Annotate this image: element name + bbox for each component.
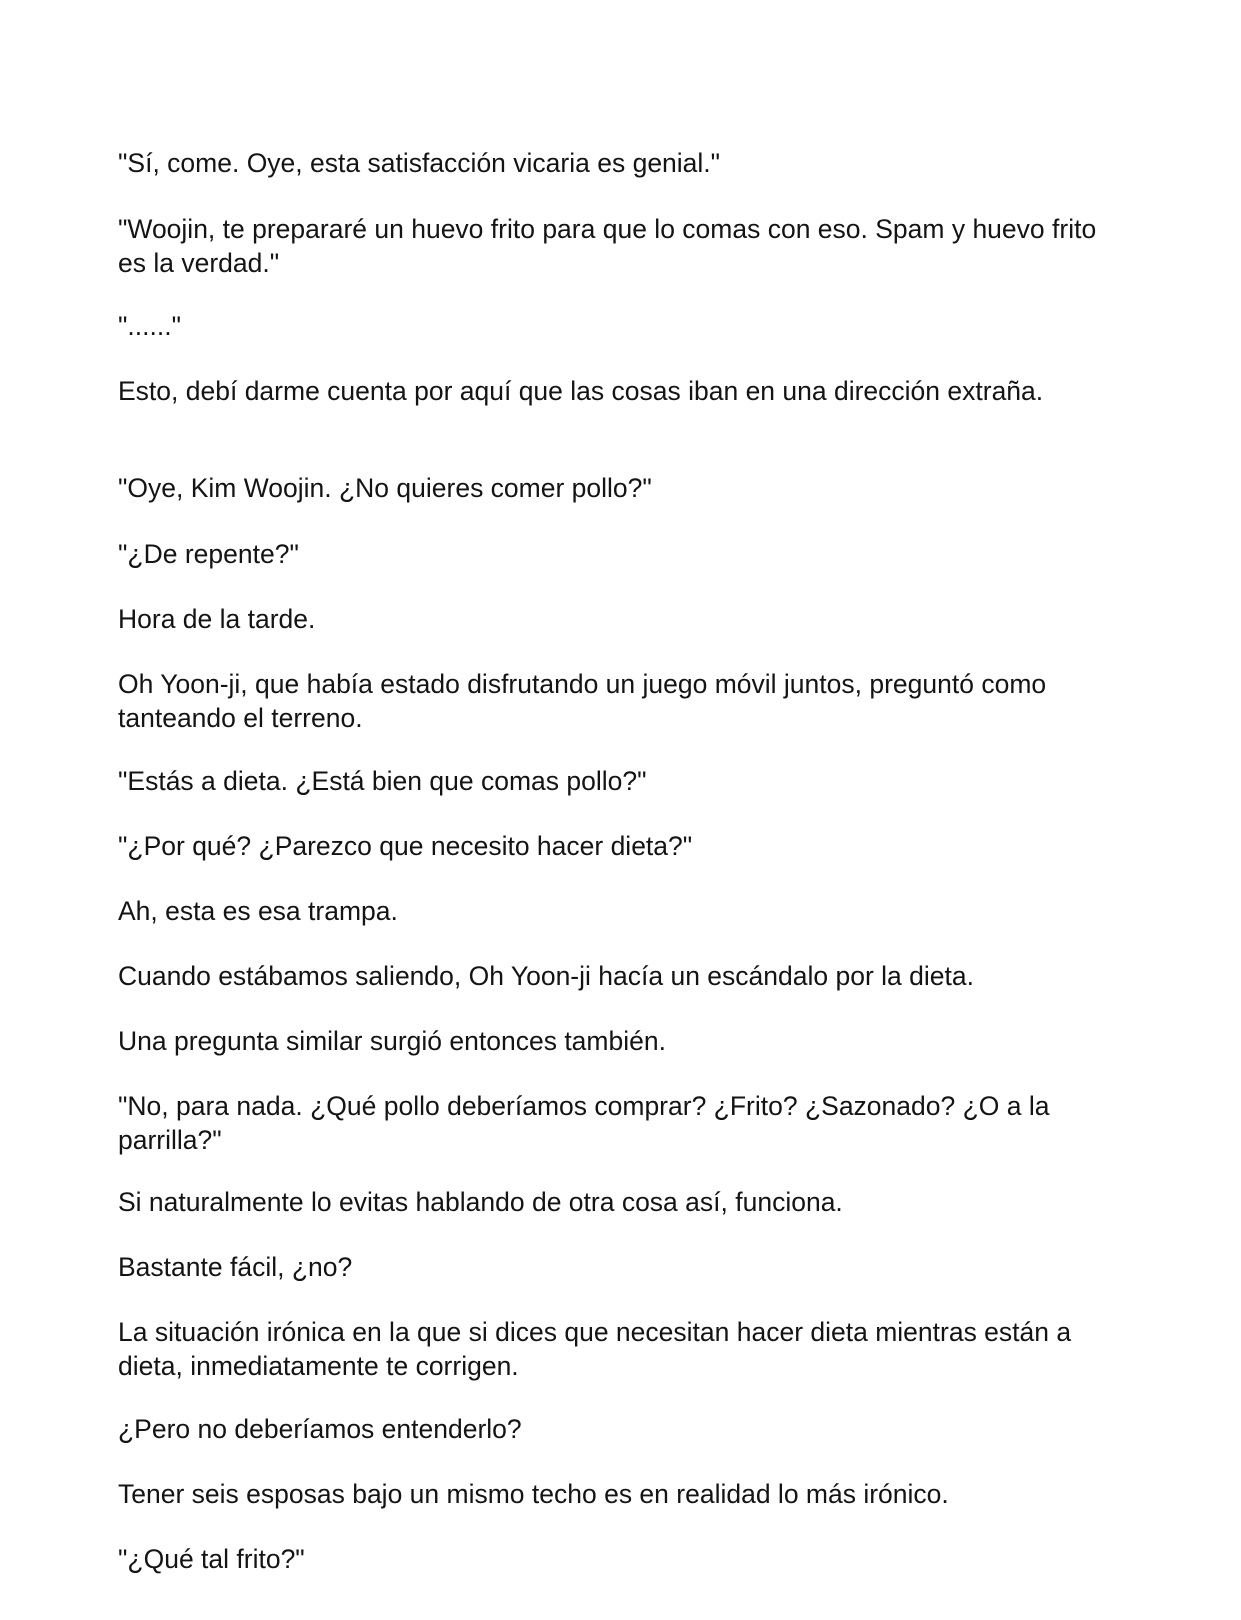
paragraph: Tener seis esposas bajo un mismo techo es en realidad lo más irónico. [118, 1479, 949, 1509]
paragraph: Bastante fácil, ¿no? [118, 1252, 353, 1282]
paragraph: "No, para nada. ¿Qué pollo deberíamos comprar? ¿Frito? ¿Sazonado? ¿O a la parrilla?" [118, 1091, 1050, 1155]
paragraph: ¿Pero no deberíamos entenderlo? [118, 1414, 522, 1444]
paragraph: Hora de la tarde. [118, 604, 316, 634]
paragraph: Esto, debí darme cuenta por aquí que las cosas iban en una dirección extraña. [118, 376, 1044, 406]
paragraph: Cuando estábamos saliendo, Oh Yoon-ji hacía un escándalo por la dieta. [118, 961, 974, 991]
paragraph: Si naturalmente lo evitas hablando de otra cosa así, funciona. [118, 1187, 843, 1217]
paragraph: "Oye, Kim Woojin. ¿No quieres comer pollo?" [118, 473, 652, 503]
paragraph: "¿De repente?" [118, 539, 299, 569]
paragraph: "Sí, come. Oye, esta satisfacción vicaria es genial." [118, 148, 721, 178]
paragraph: "¿Por qué? ¿Parezco que necesito hacer dieta?" [118, 831, 693, 861]
paragraph: Una pregunta similar surgió entonces también. [118, 1026, 666, 1056]
paragraph: La situación irónica en la que si dices que necesitan hacer dieta mientras están a dieta, inmediatamente te corrigen. [118, 1317, 1072, 1381]
paragraph: "¿Qué tal frito?" [118, 1544, 305, 1574]
paragraph: Oh Yoon-ji, que había estado disfrutando un juego móvil juntos, preguntó como tanteando el terreno. [118, 669, 1047, 733]
paragraph: "Estás a dieta. ¿Está bien que comas pollo?" [118, 766, 647, 796]
paragraph: "......" [118, 311, 181, 341]
paragraph: Ah, esta es esa trampa. [118, 896, 398, 926]
paragraph: "Woojin, te prepararé un huevo frito para que lo comas con eso. Spam y huevo frito es la verdad." [118, 214, 1097, 278]
